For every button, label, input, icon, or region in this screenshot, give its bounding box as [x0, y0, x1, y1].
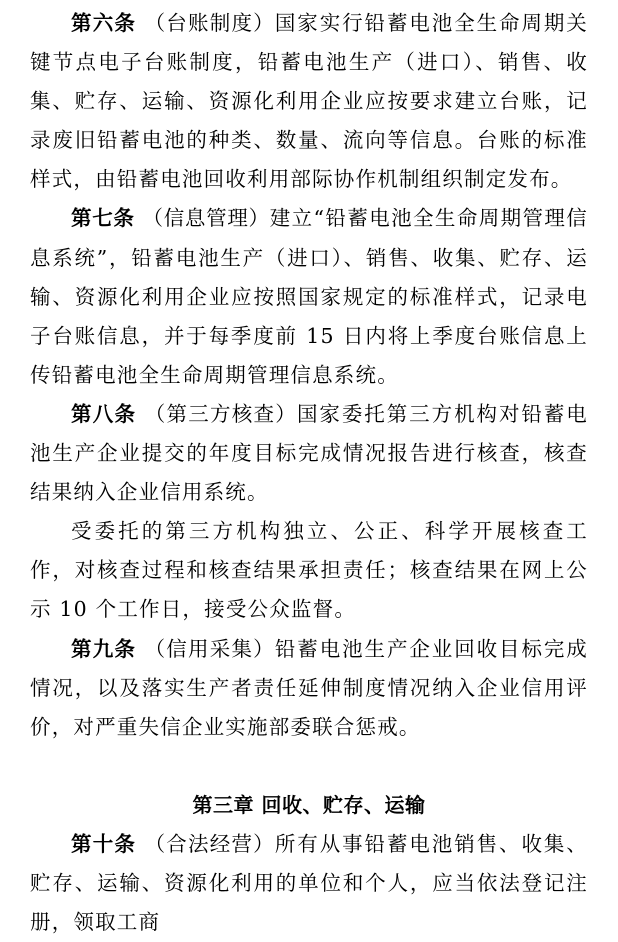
article-6-paragraph	[30, 4, 588, 199]
article-title: （信用采集）	[144, 636, 275, 661]
chapter-heading: 第三章 回收、贮存、运输	[192, 792, 426, 817]
paragraph-text: 受委托的第三方机构独立、公正、科学开展核查工作，对核查过程和核查结果承担责任；核查结果在网上公示 10 个工作日，接受公众监督。	[30, 519, 588, 622]
article-number: 第七条	[71, 206, 135, 231]
article-title: （台账制度）	[144, 11, 275, 35]
article-title: （信息管理）	[142, 206, 270, 231]
article-text: 国家实行铅蓄电池全生命周期关键节点电子台账制度，铅蓄电池生产（进口）、销售、收集、贮存、运输、资源化利用企业应按要求建立台账，记录废旧铅蓄电池的种类、数量、流向等信息。台账的标准样式，由铅蓄电池回收利用部际协作机制组织制定发布。	[30, 11, 588, 192]
article-8-continuation-paragraph	[30, 512, 588, 629]
article-number: 第八条	[71, 401, 137, 426]
article-number: 第十条	[71, 831, 137, 856]
spacer	[30, 747, 588, 786]
document-page	[30, 4, 588, 942]
article-text: 铅蓄电池生产企业回收目标完成情况，以及落实生产者责任延伸制度情况纳入企业信用评价，对严重失信企业实施部委联合惩戒。	[30, 636, 588, 739]
article-number: 第六条	[71, 11, 137, 35]
article-text: 建立“铅蓄电池全生命周期管理信息系统”，铅蓄电池生产（进口）、销售、收集、贮存、运输、资源化利用企业应按照国家规定的标准样式，记录电子台账信息，并于每季度前 15 日内将上季度台账信息上传铅蓄电池全生命周期管理信息系统。	[30, 206, 589, 387]
article-text: 国家委托第三方机构对铅蓄电池生产企业提交的年度目标完成情况报告进行核查，核查结果纳入企业信用系统。	[30, 401, 589, 505]
article-8-paragraph	[30, 395, 588, 512]
article-title: （第三方核查）	[144, 401, 297, 426]
article-9-paragraph	[30, 630, 588, 747]
article-number: 第九条	[71, 636, 137, 661]
article-title: （合法经营）	[144, 831, 275, 856]
article-text: 所有从事铅蓄电池销售、收集、贮存、运输、资源化利用的单位和个人，应当依法登记注册，领取工商	[30, 831, 588, 934]
article-10-paragraph	[30, 825, 588, 942]
article-7-paragraph	[30, 199, 588, 394]
